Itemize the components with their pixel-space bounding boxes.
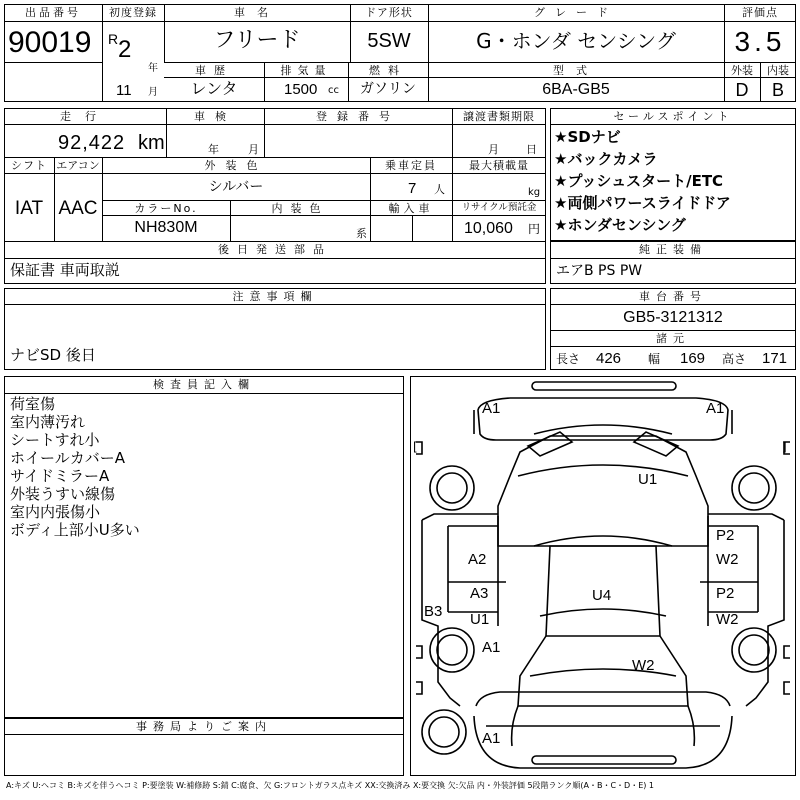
damage-mark-front-right: A1: [706, 400, 725, 417]
interior-color-label: 内装色: [271, 202, 329, 215]
damage-mark-left-rear-fender: A1: [482, 639, 501, 656]
inspector-label: 検査員記入欄: [153, 378, 255, 391]
damage-mark-rear-bumper: A1: [482, 730, 501, 747]
fuel-label: 燃料: [369, 64, 407, 77]
displacement-unit: cc: [328, 85, 339, 96]
capacity-label: 乗車定員: [385, 159, 437, 172]
sales-point-item: ★ホンダセンシング: [554, 216, 686, 234]
diagram-bracket-left: [: [413, 440, 418, 454]
damage-mark-tailgate: W2: [632, 657, 655, 674]
damage-mark-hood: U1: [638, 471, 658, 488]
ac-label: エアコン: [56, 159, 100, 172]
damage-mark-left-rear-door-2: U1: [470, 611, 490, 628]
score-label: 評価点: [742, 6, 778, 19]
sales-points-label: セールスポイント: [613, 110, 733, 123]
damage-mark-left-quarter: B3: [424, 603, 443, 620]
office-label: 事務局よりご案内: [136, 720, 272, 733]
diagram-bracket-right: ]: [782, 440, 787, 454]
history: レンタ: [190, 79, 238, 98]
inspection-year-unit: 年: [208, 143, 219, 156]
height: 171: [762, 350, 788, 367]
mileage-unit: km: [138, 132, 165, 154]
later-parts-label: 後日発送部品: [218, 243, 332, 256]
inspector-item: 室内内張傷小: [10, 503, 101, 521]
recycle-label: リサイクル預託金: [461, 202, 537, 213]
color-no: NH830M: [134, 219, 198, 236]
later-parts: 保証書 車両取説: [10, 261, 120, 279]
inspector-item: サイドミラーA: [10, 467, 110, 485]
exterior-label: 外装: [731, 64, 753, 77]
notes: ナビSD 後日: [10, 346, 96, 364]
inspector-item: 外装うすい線傷: [10, 485, 116, 503]
inspector-item: ボディ上部小U多い: [10, 521, 140, 539]
shift: IAT: [14, 198, 44, 219]
height-label: 高さ: [722, 352, 747, 366]
transfer-label: 譲渡書類期限: [463, 110, 535, 123]
history-label: 車歴: [195, 64, 233, 77]
load-label: 最大積載量: [469, 159, 529, 172]
interior-label: 内装: [767, 64, 789, 77]
legend: A:キズ U:ヘコミ B:キズを伴うヘコミ P:要塗装 W:補修跡 S:錆 C:腐食、欠 G:フロントガラス点キズ XX:交換済み X:要交換 欠:欠品 内・外装評価 5段階ランク順(A・B・C・D・E) 1: [6, 781, 655, 790]
inspector-item: 荷室傷: [10, 395, 56, 413]
dims-label: 諸元: [656, 332, 690, 345]
damage-mark-left-front-door: A2: [468, 551, 487, 568]
equipment-label: 純正装備: [639, 243, 707, 256]
damage-mark-right-rear-door: P2: [716, 585, 735, 602]
damage-mark-right-front-door: P2: [716, 527, 735, 544]
damage-mark-left-rear-door: A3: [470, 585, 489, 602]
month: 11: [116, 82, 132, 99]
exterior-grade: D: [735, 80, 749, 100]
color-label: 外装色: [204, 159, 268, 172]
chassis-label: 車台番号: [639, 290, 707, 303]
month-unit: 月: [148, 87, 158, 98]
capacity: 7: [408, 180, 417, 197]
load-unit: kg: [528, 187, 541, 198]
length-label: 長さ: [556, 352, 581, 366]
damage-mark-front-left: A1: [482, 400, 501, 417]
score: 3.5: [734, 26, 786, 57]
damage-mark-right-front-door-2: W2: [716, 551, 739, 568]
lot-no: 90019: [8, 26, 92, 59]
transfer-month: 月: [488, 143, 499, 156]
import-label: 輸入車: [388, 202, 434, 215]
door-type: 5SW: [367, 30, 411, 52]
sales-point-item: ★SDナビ: [554, 128, 621, 146]
mileage: 92,422: [58, 132, 126, 154]
reg-no-label: 登録番号: [316, 110, 400, 123]
shift-label: シフト: [11, 159, 47, 172]
color-no-label: カラーNo.: [134, 202, 198, 215]
damage-mark-roof: U4: [592, 587, 612, 604]
inspector-item: 室内薄汚れ: [10, 413, 86, 431]
notes-label: 注意事項欄: [232, 290, 318, 303]
displacement-label: 排気量: [280, 64, 332, 77]
era: R: [108, 31, 119, 47]
sales-point-item: ★バックカメラ: [554, 150, 658, 168]
car-name: フリード: [213, 28, 301, 53]
recycle: 10,060: [464, 220, 513, 237]
damage-mark-right-rear-door-2: W2: [716, 611, 739, 628]
width: 169: [680, 350, 706, 367]
length: 426: [596, 350, 622, 367]
interior-color-unit: 系: [356, 227, 367, 240]
equipment: エアB PS PW: [556, 263, 643, 279]
capacity-unit: 人: [434, 183, 445, 196]
grade-label: グレード: [534, 6, 618, 19]
mileage-label: 走行: [60, 110, 110, 123]
sales-point-item: ★両側パワースライドドア: [554, 194, 731, 212]
car-body-diagram: [410, 376, 796, 776]
chassis-no: GB5-3121312: [623, 309, 723, 326]
year-unit: 年: [148, 63, 158, 74]
interior-grade: B: [771, 80, 784, 100]
width-label: 幅: [648, 352, 661, 366]
door-label: ドア形状: [365, 6, 413, 19]
fuel: ガソリン: [360, 81, 416, 97]
lot-no-label: 出品番号: [25, 6, 81, 19]
year: 2: [118, 36, 132, 63]
model: 6BA-GB5: [542, 81, 610, 98]
ac: AAC: [58, 198, 98, 219]
inspector-item: ホイールカバーA: [10, 449, 125, 467]
model-label: 型式: [553, 64, 599, 77]
recycle-unit: 円: [528, 222, 541, 236]
sales-point-item: ★プッシュスタート/ETC: [554, 172, 724, 190]
inspection-label: 車検: [194, 110, 236, 123]
inspection-month-unit: 月: [248, 143, 259, 156]
inspector-item: シートすれ小: [10, 431, 100, 449]
transfer-day: 日: [526, 143, 537, 156]
first-reg-label: 初度登録: [109, 6, 157, 19]
car-name-label: 車名: [234, 6, 280, 19]
color: シルバー: [208, 179, 264, 195]
displacement: 1500: [284, 81, 318, 98]
grade: G・ホンダ センシング: [476, 29, 676, 53]
